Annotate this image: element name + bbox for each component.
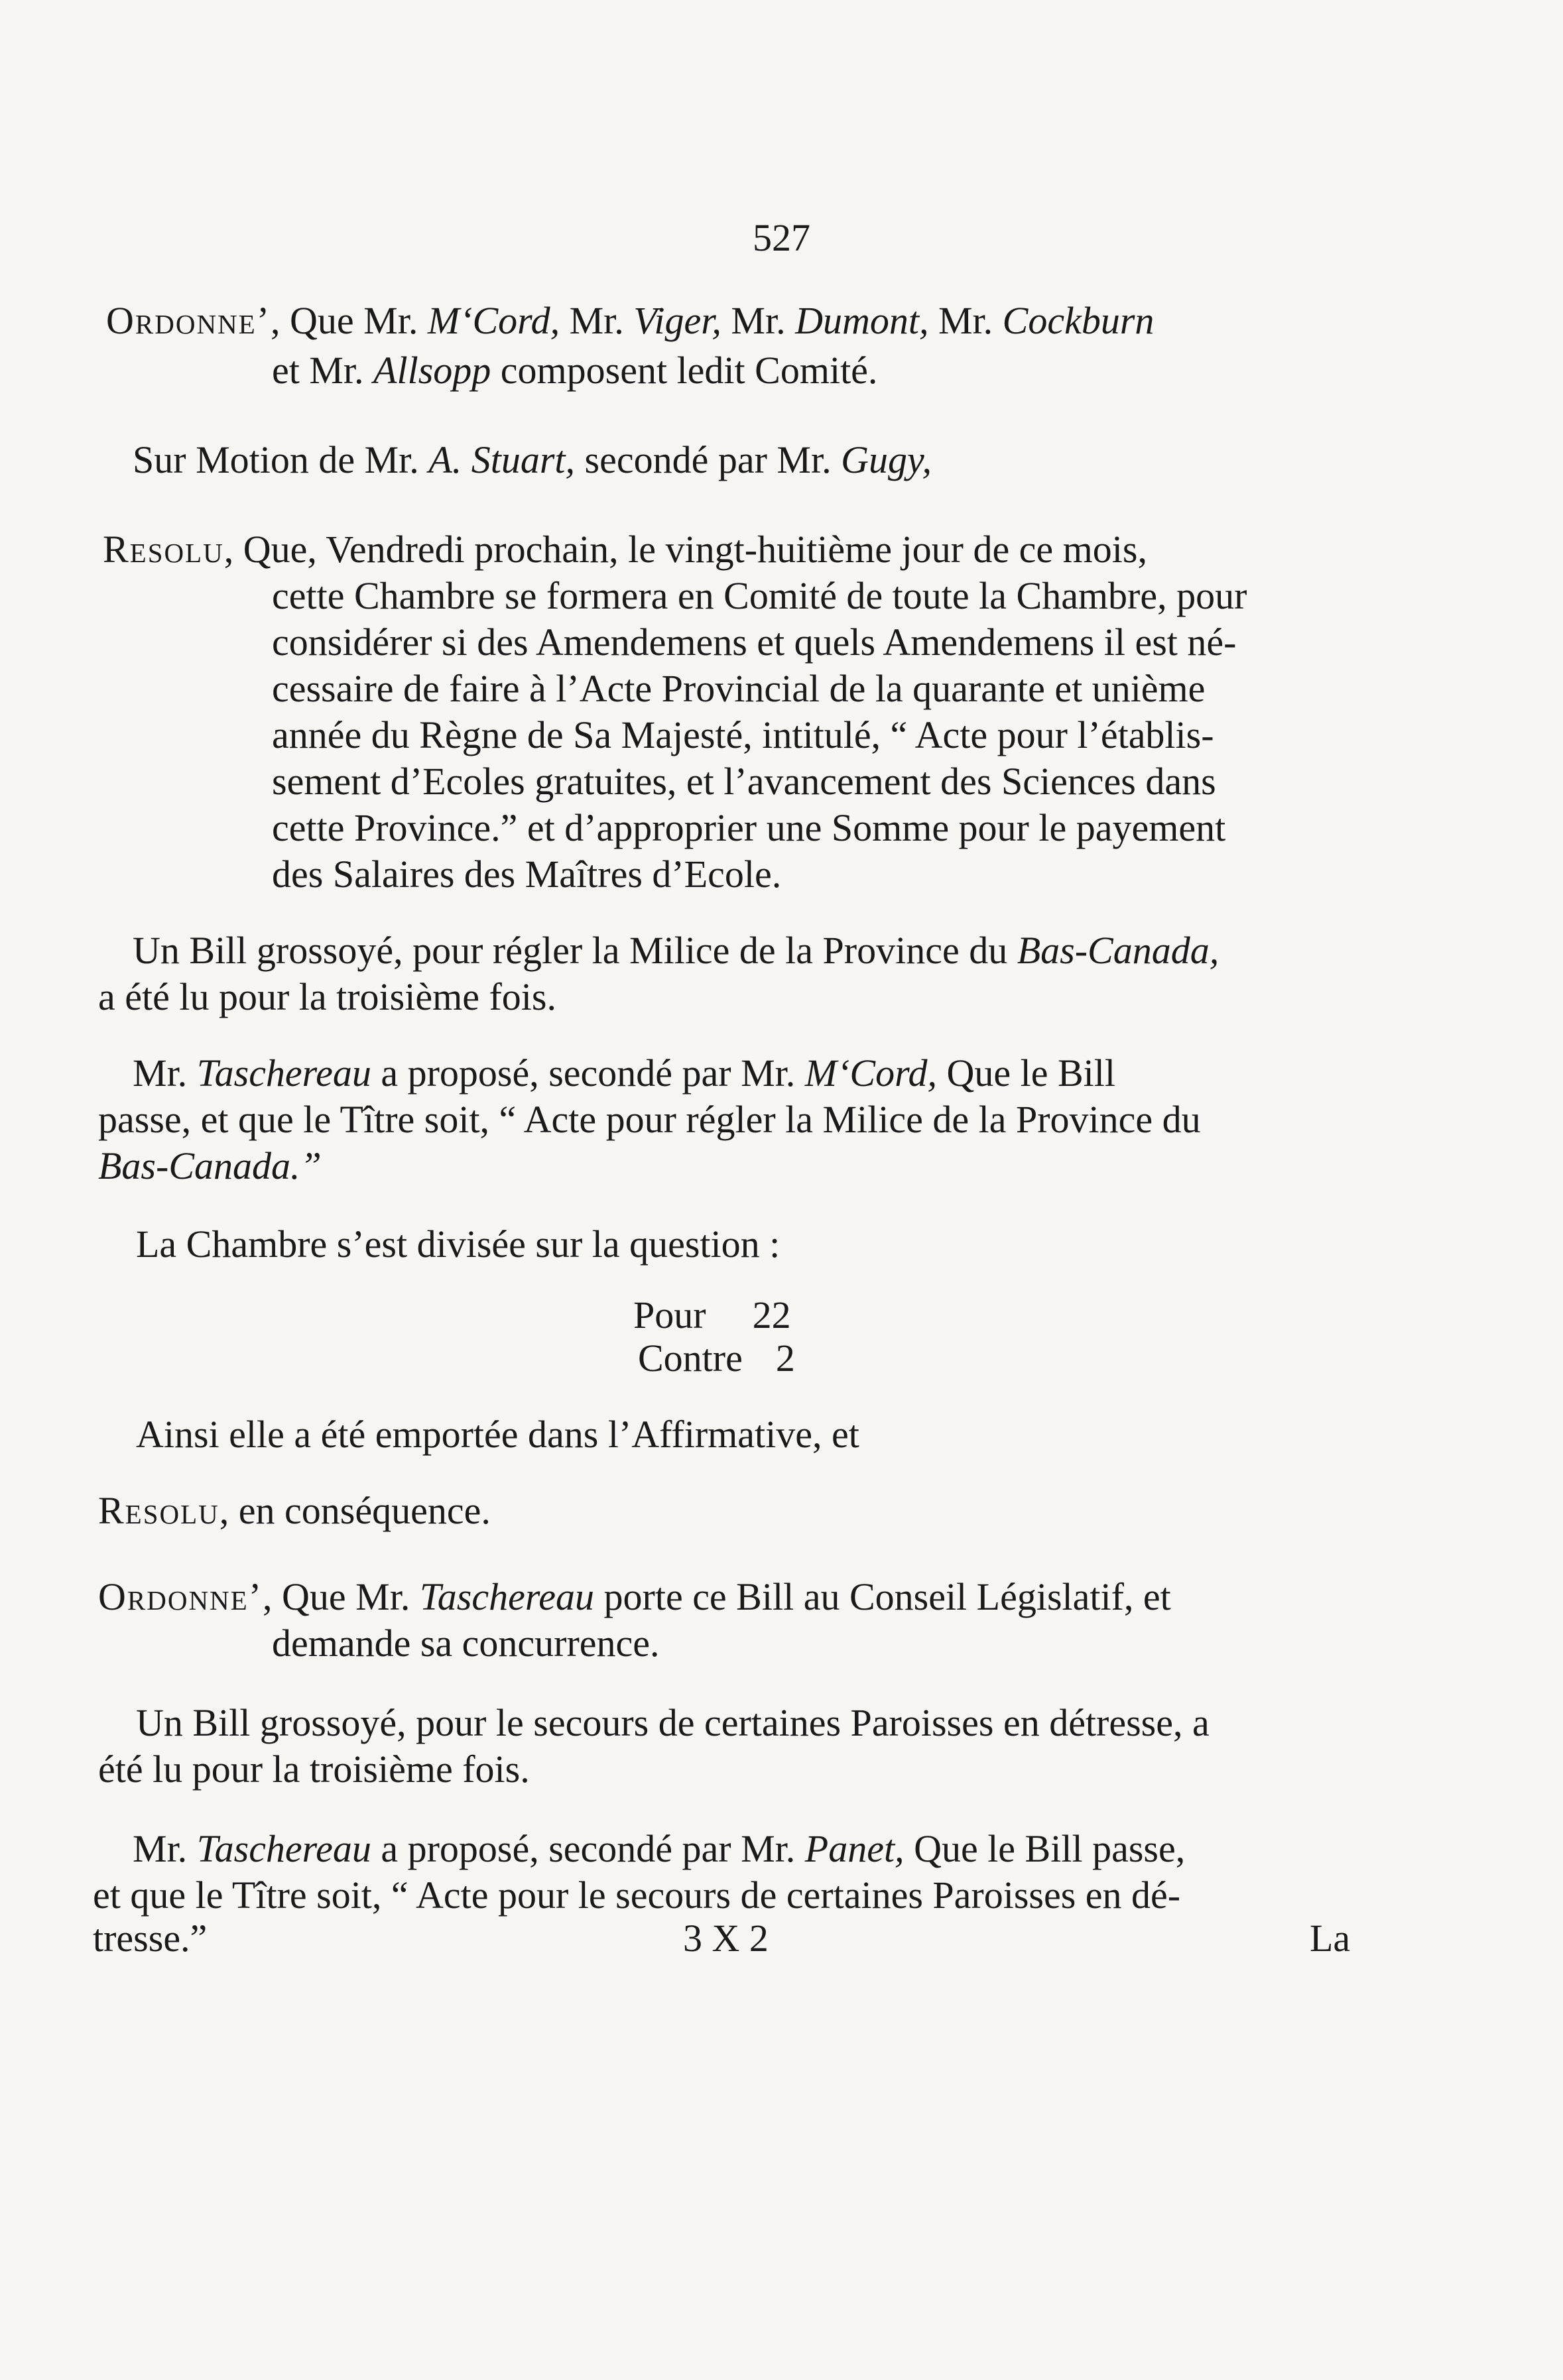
- proposal-1-line-1: Mr. Taschereau a proposé, secondé par Mr. M‘Cord, Que le Bill: [133, 1051, 1116, 1095]
- proposal-2-line-3: tresse.”: [93, 1917, 208, 1960]
- resolu-consequence-line: Resolu, en conséquence.: [98, 1489, 491, 1532]
- proposal-2-line-2: et que le Tître soit, “ Acte pour le secours de certaines Paroisses en dé-: [93, 1874, 1181, 1917]
- ordonne-paragraph-2-line-2: demande sa concurrence.: [272, 1622, 660, 1665]
- ordonne-paragraph-1-line-2: et Mr. Allsopp composent ledit Comité.: [272, 349, 878, 392]
- bill-secours-line-1: Un Bill grossoyé, pour le secours de certaines Paroisses en détresse, a: [136, 1701, 1210, 1744]
- bill-milice-line-2: a été lu pour la troisième fois.: [98, 975, 556, 1018]
- resolu-paragraph-line-2: cette Chambre se formera en Comité de toute la Chambre, pour: [272, 574, 1247, 617]
- motion-line: Sur Motion de Mr. A. Stuart, secondé par Mr. Gugy,: [133, 438, 932, 481]
- ordonne-paragraph-1-line-1: Ordonne’, Que Mr. M‘Cord, Mr. Viger, Mr. Dumont, Mr. Cockburn: [106, 299, 1155, 342]
- bill-milice-line-1: Un Bill grossoyé, pour régler la Milice de la Province du Bas-Canada,: [133, 929, 1219, 972]
- resolu-paragraph-line-4: cessaire de faire à l’Acte Provincial de la quarante et unième: [272, 667, 1206, 710]
- resolu-paragraph-line-1: Resolu, Que, Vendredi prochain, le vingt-huitième jour de ce mois,: [103, 528, 1147, 571]
- proposal-1-line-2: passe, et que le Tître soit, “ Acte pour régler la Milice de la Province du: [98, 1098, 1201, 1141]
- resolu-paragraph-line-3: considérer si des Amendemens et quels Amendemens il est né-: [272, 621, 1237, 664]
- page-number: 527: [753, 216, 810, 259]
- bill-secours-line-2: été lu pour la troisième fois.: [98, 1748, 530, 1791]
- signature-mark: 3 X 2: [683, 1917, 769, 1960]
- ordonne-paragraph-2-line-1: Ordonne’, Que Mr. Taschereau porte ce Bill au Conseil Législatif, et: [98, 1575, 1171, 1618]
- vote-contre: Contre 2: [638, 1337, 795, 1380]
- resolu-paragraph-line-5: année du Règne de Sa Majesté, intitulé, “ Acte pour l’établis-: [272, 713, 1214, 756]
- vote-pour: Pour 22: [633, 1293, 791, 1337]
- resolu-paragraph-line-8: des Salaires des Maîtres d’Ecole.: [272, 853, 782, 896]
- proposal-2-line-1: Mr. Taschereau a proposé, secondé par Mr. Panet, Que le Bill passe,: [133, 1827, 1186, 1870]
- resolu-paragraph-line-6: sement d’Ecoles gratuites, et l’avancement des Sciences dans: [272, 760, 1216, 803]
- catchword: La: [1310, 1917, 1351, 1960]
- affirmative-line: Ainsi elle a été emportée dans l’Affirmative, et: [136, 1413, 859, 1456]
- division-line: La Chambre s’est divisée sur la question :: [136, 1222, 781, 1266]
- resolu-paragraph-line-7: cette Province.” et d’approprier une Somme pour le payement: [272, 806, 1226, 849]
- proposal-1-line-3: Bas-Canada.”: [98, 1144, 322, 1187]
